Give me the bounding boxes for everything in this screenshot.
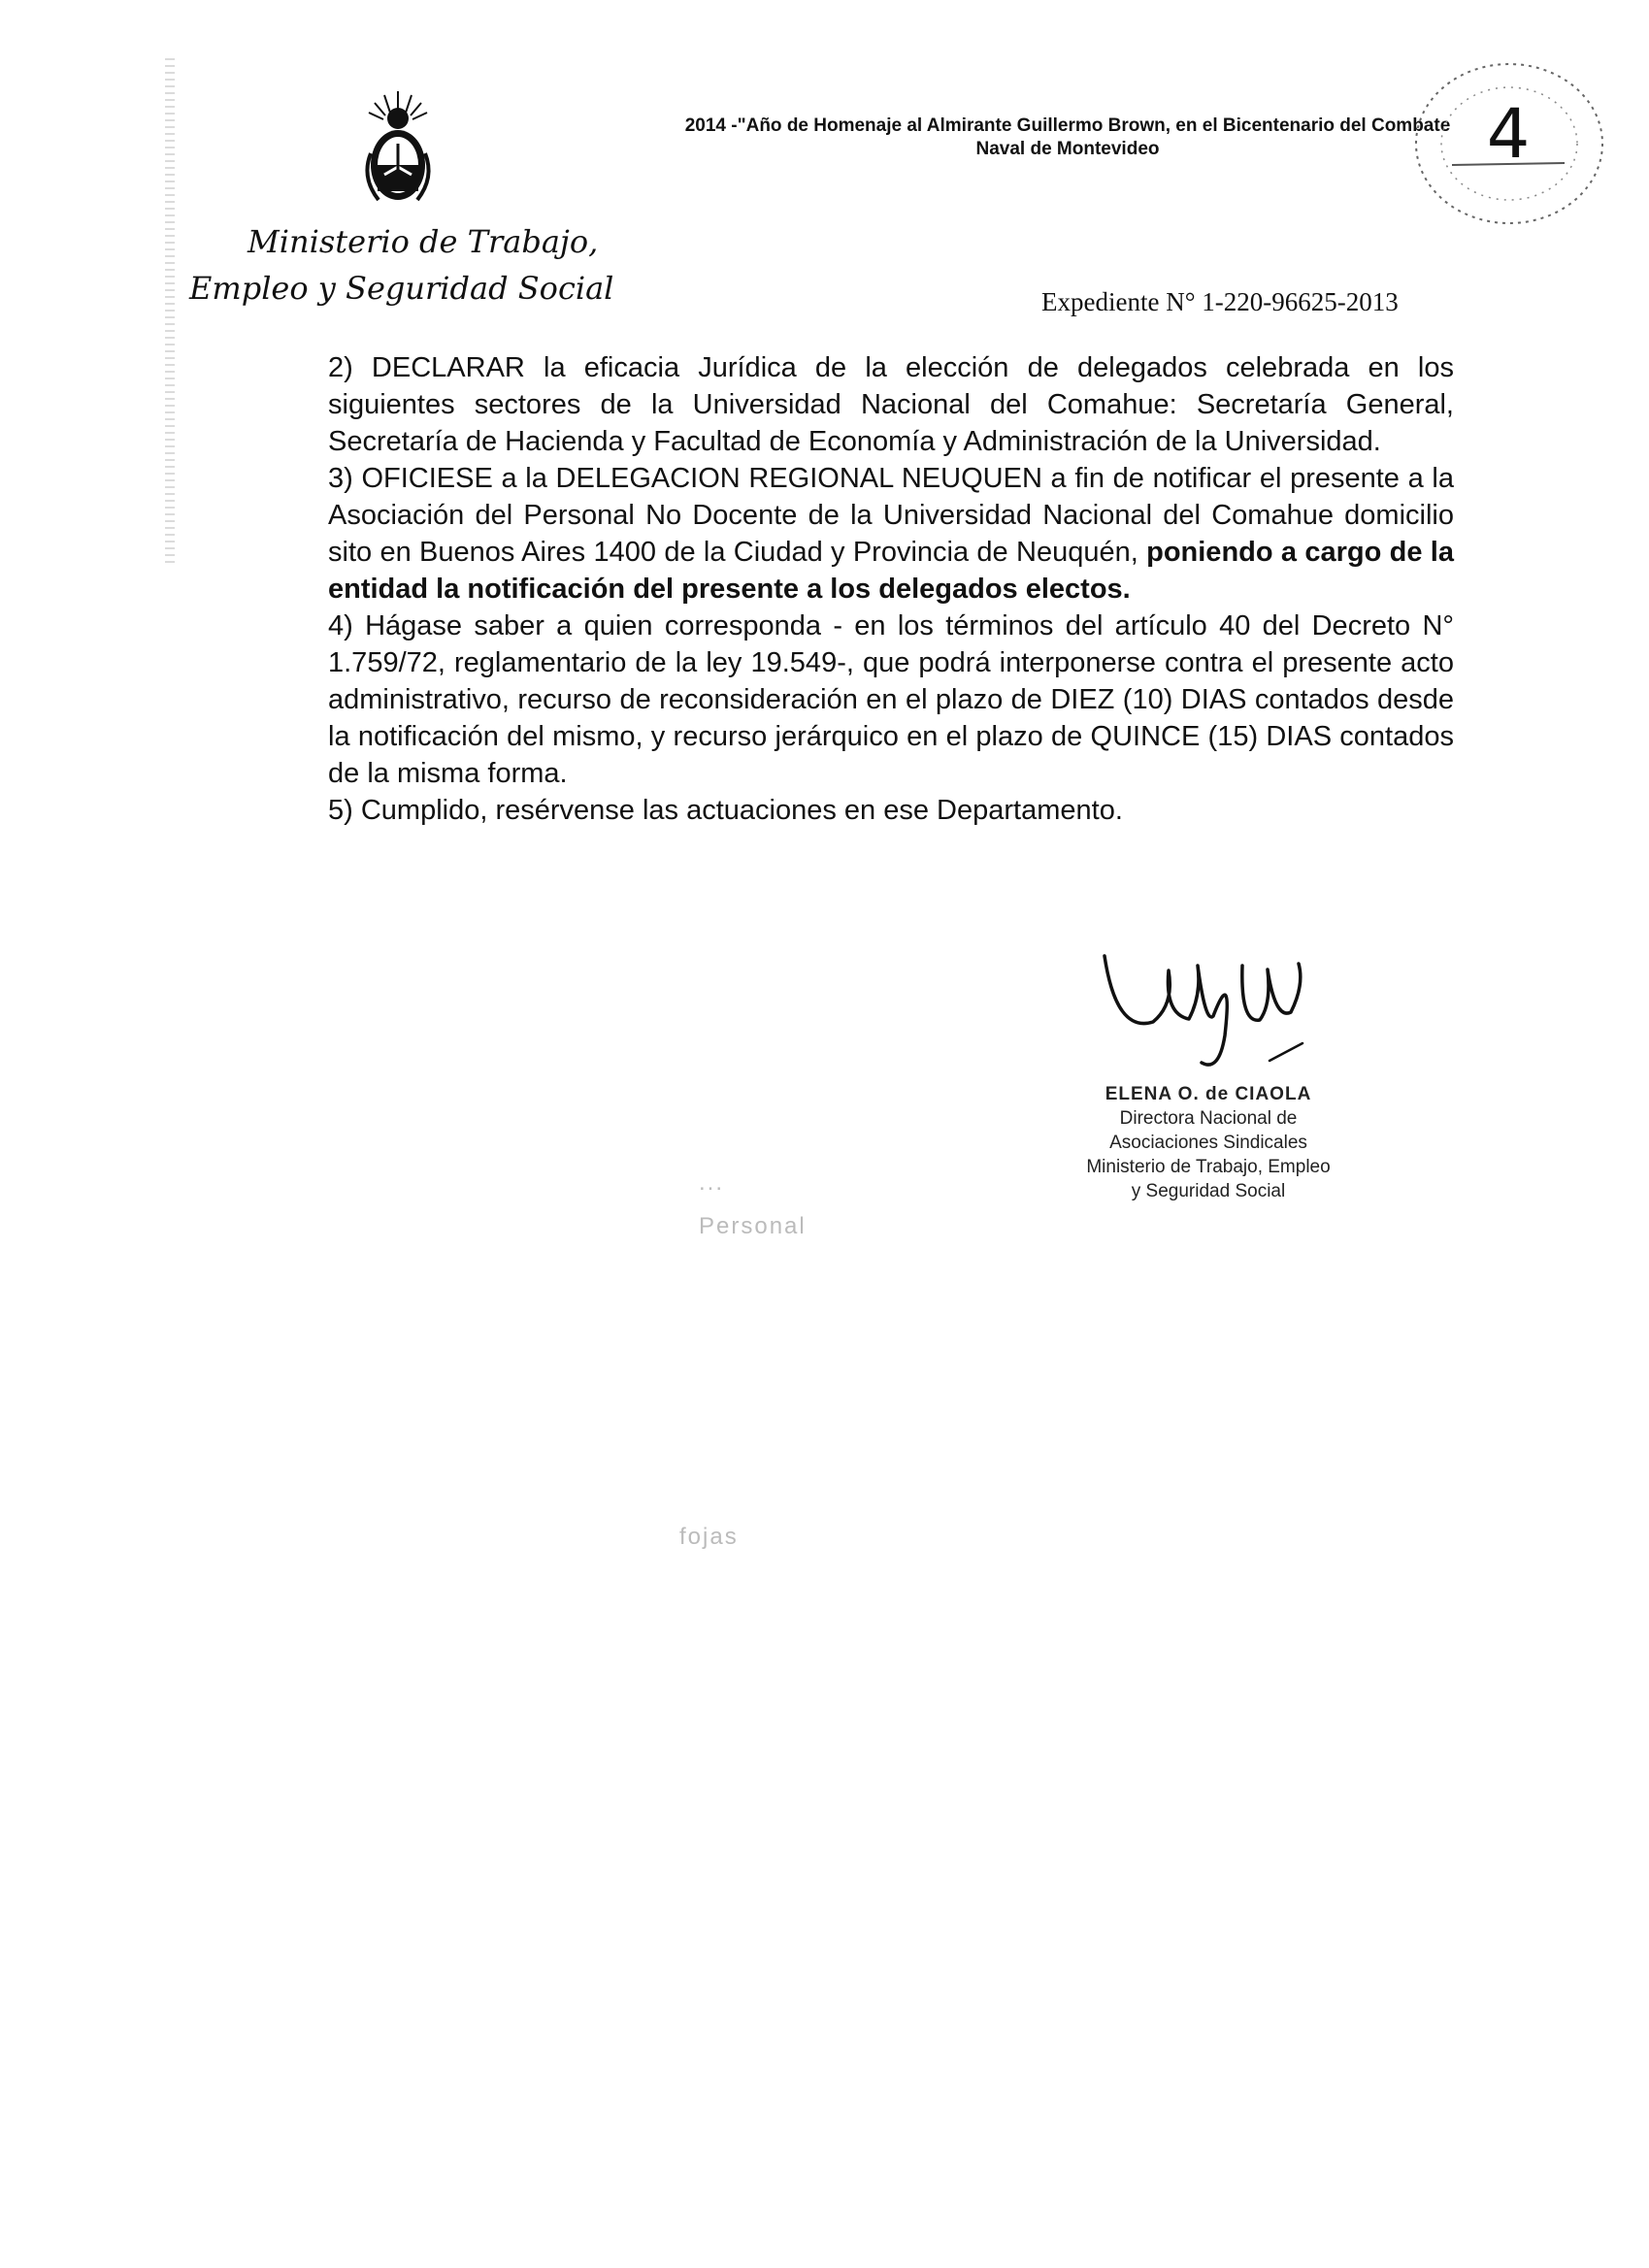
stamp-folio-number: 4: [1486, 94, 1531, 174]
article-2: 2) DECLARAR la eficacia Jurídica de la elección de delegados celebrada en los siguientes sectores de la Universidad Nacional del Comahue: Secretaría General, Secretaría de Hacienda y Facultad de Economía y Administración de la Universidad.: [328, 352, 1454, 457]
ministry-line-1: Ministerio de Trabajo,: [247, 223, 599, 260]
signer-title-2: Asociaciones Sindicales: [1109, 1133, 1307, 1153]
year-motto: [641, 115, 1495, 161]
signer-title-4: y Seguridad Social: [1131, 1181, 1286, 1201]
ministry-line-2: Empleo y Seguridad Social: [189, 270, 614, 307]
article-3: [328, 460, 1454, 608]
article-3-emphasis: poniendo a cargo de la entidad la notificación del presente a los delegados electos.: [328, 537, 1454, 605]
signer-title-1: Directora Nacional de: [1119, 1108, 1298, 1129]
faint-mark-3: fojas: [679, 1524, 739, 1550]
ministry-name: [189, 218, 616, 312]
signer-block: [1048, 1082, 1369, 1203]
binding-edge: [165, 58, 175, 563]
signer-name: ELENA O. de CIAOLA: [1105, 1084, 1312, 1104]
handwritten-signature: [1097, 927, 1330, 1072]
folio-stamp: [1388, 47, 1611, 241]
signer-title-3: Ministerio de Trabajo, Empleo: [1086, 1157, 1331, 1177]
resolution-body: [328, 349, 1454, 829]
faint-mark-1: ...: [699, 1169, 725, 1196]
year-motto-line-2: Naval de Montevideo: [975, 139, 1160, 159]
article-5: 5) Cumplido, resérvense las actuaciones en ese Departamento.: [328, 795, 1123, 826]
year-motto-line-1: 2014 -"Año de Homenaje al Almirante Guillermo Brown, en el Bicentenario del Combate: [684, 115, 1451, 136]
article-4: 4) Hágase saber a quien corresponda - en los términos del artículo 40 del Decreto N° 1.759/72, reglamentario de la ley 19.549-, que podrá interponerse contra el presente acto administrativo, recurso de reconsideración en el plazo de DIEZ (10) DIAS contados desde la notificación del mismo, y recurso jerárquico en el plazo de QUINCE (15) DIAS contados de la misma forma.: [328, 610, 1454, 789]
faint-mark-2: Personal: [699, 1213, 807, 1239]
national-coat-of-arms-icon: [357, 85, 439, 210]
expediente-number: Expediente N° 1-220-96625-2013: [1041, 287, 1399, 316]
article-3-text: 3) OFICIESE a la DELEGACION REGIONAL NEUQUEN a fin de notificar el presente a la Asociación del Personal No Docente de la Universidad Nacional del Comahue domicilio sito en Buenos Aires 1400 de la Ciudad y Provincia de Neuquén,: [328, 463, 1454, 568]
